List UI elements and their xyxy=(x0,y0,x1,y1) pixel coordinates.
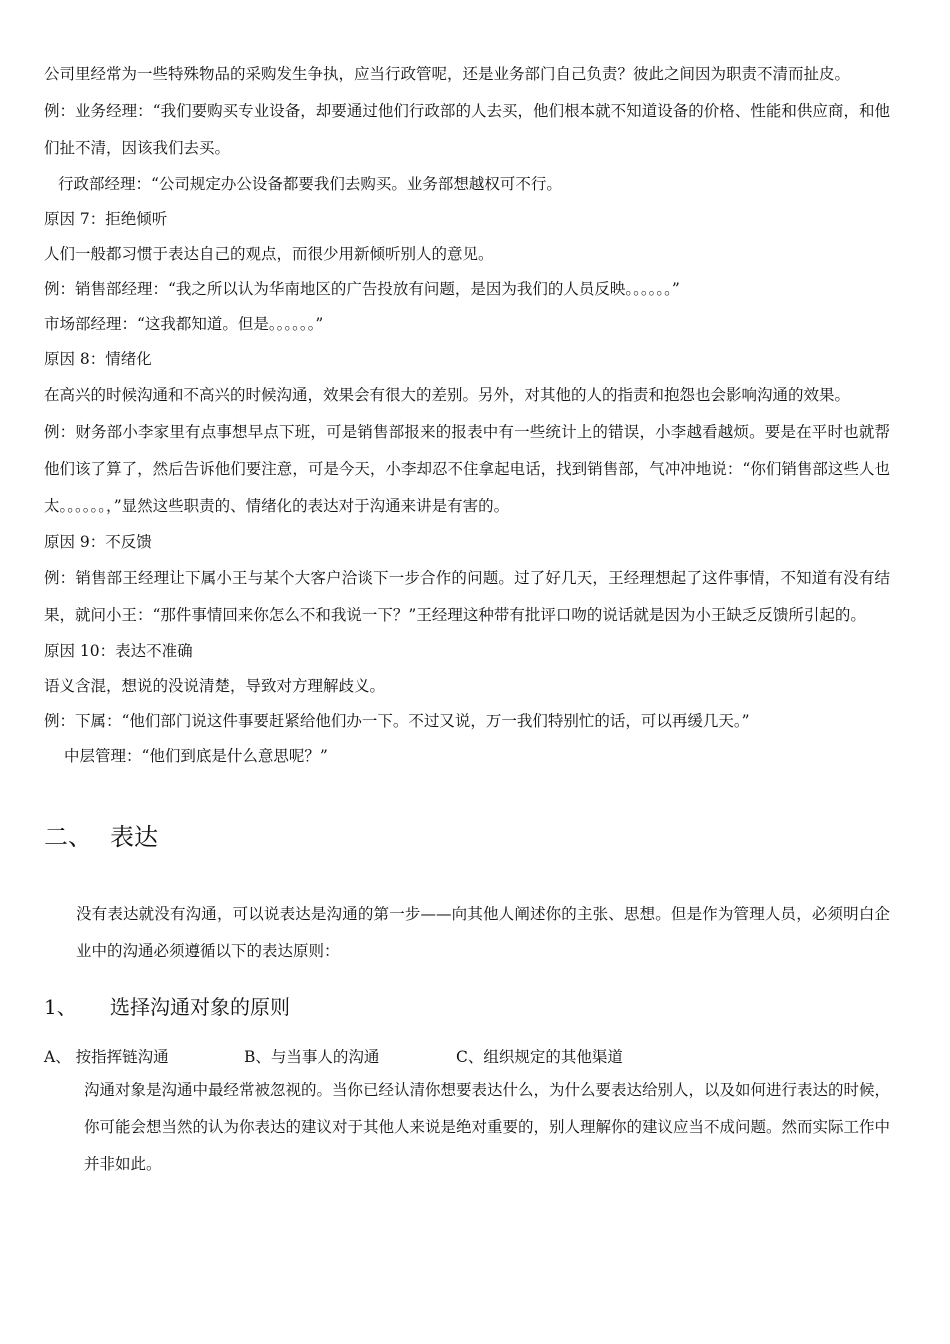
paragraph-example-subordinate: 例：下属：“他们部门说这件事要赶紧给他们办一下。不过又说，万一我们特别忙的话，可以再缓几天。” xyxy=(44,712,750,730)
subsection-heading-audience xyxy=(44,992,890,1022)
section-heading-expression xyxy=(44,822,890,852)
heading-reason-7: 原因 7：拒绝倾听 xyxy=(44,210,168,228)
channel-options xyxy=(44,1042,890,1072)
paragraph-procurement-dispute: 公司里经常为一些特殊物品的采购发生争执，应当行政管呢，还是业务部门自己负责？彼此之间因为职责不清而扯皮。 xyxy=(44,65,851,83)
paragraph-example-feedback: 例：销售部王经理让下属小王与某个大客户洽谈下一步合作的问题。过了好几天，王经理想起了这件事情，不知道有没有结果，就问小王：“那件事情回来你怎么不和我说一下？”王经理这种带有批评口吻的说话就是因为小王缺乏反馈所引起的。 xyxy=(44,569,890,624)
paragraph-reason-8-desc: 在高兴的时候沟通和不高兴的时候沟通，效果会有很大的差别。另外，对其他的人的指责和抱怨也会影响沟通的效果。 xyxy=(44,386,851,404)
paragraph-reason-10-desc: 语义含混，想说的没说清楚，导致对方理解歧义。 xyxy=(44,677,386,695)
paragraph-admin-manager: 行政部经理：“公司规定办公设备都要我们去购买。业务部想越权可不行。 xyxy=(58,175,562,193)
subsection-title: 选择沟通对象的原则 xyxy=(110,995,290,1019)
paragraph-example-finance: 例：财务部小李家里有点事想早点下班，可是销售部报来的报表中有一些统计上的错误，小李越看越烦。要是在平时也就帮他们该了算了，然后告诉他们要注意，可是今天，小李却忍不住拿起电话，找到销售部，气冲冲地说：“你们销售部这些人也太。。。。。。，”显然这些职责的、情绪化的表达对于沟通来讲是有害的。 xyxy=(44,423,890,515)
option-party-concerned: B、与当事人的沟通 xyxy=(244,1048,380,1066)
document-page xyxy=(44,56,890,1183)
section-title: 表达 xyxy=(110,823,158,851)
paragraph-example-sales-manager: 例：销售部经理：“我之所以认为华南地区的广告投放有问题，是因为我们的人员反映。。。。。。” xyxy=(44,280,680,298)
section-intro: 没有表达就没有沟通，可以说表达是沟通的第一步——向其他人阐述你的主张、思想。但是作为管理人员，必须明白企业中的沟通必须遵循以下的表达原则： xyxy=(76,905,890,960)
paragraph-middle-manager: 中层管理：“他们到底是什么意思呢？” xyxy=(64,747,328,765)
paragraph-reason-7-desc: 人们一般都习惯于表达自己的观点，而很少用新倾听别人的意见。 xyxy=(44,245,494,263)
subsection-number: 1、 xyxy=(44,995,77,1019)
heading-reason-10: 原因 10：表达不准确 xyxy=(44,642,193,660)
heading-reason-9: 原因 9：不反馈 xyxy=(44,533,152,551)
option-other-channels: C、组织规定的其他渠道 xyxy=(456,1048,623,1066)
heading-reason-8: 原因 8：情绪化 xyxy=(44,350,152,368)
paragraph-example-business-manager: 例：业务经理：“我们要购买专业设备，却要通过他们行政部的人去买，他们根本就不知道设备的价格、性能和供应商，和他们扯不清，因该我们去买。 xyxy=(44,102,890,157)
subsection-body: 沟通对象是沟通中最经常被忽视的。当你已经认清你想要表达什么，为什么要表达给别人，以及如何进行表达的时候，你可能会想当然的认为你表达的建议对于其他人来说是绝对重要的，别人理解你的建议应当不成问题。然而实际工作中并非如此。 xyxy=(84,1081,891,1173)
section-number: 二、 xyxy=(44,823,92,851)
option-chain-of-command: A、 按指挥链沟通 xyxy=(44,1048,169,1066)
paragraph-marketing-manager: 市场部经理：“这我都知道。但是。。。。。。” xyxy=(44,315,324,333)
